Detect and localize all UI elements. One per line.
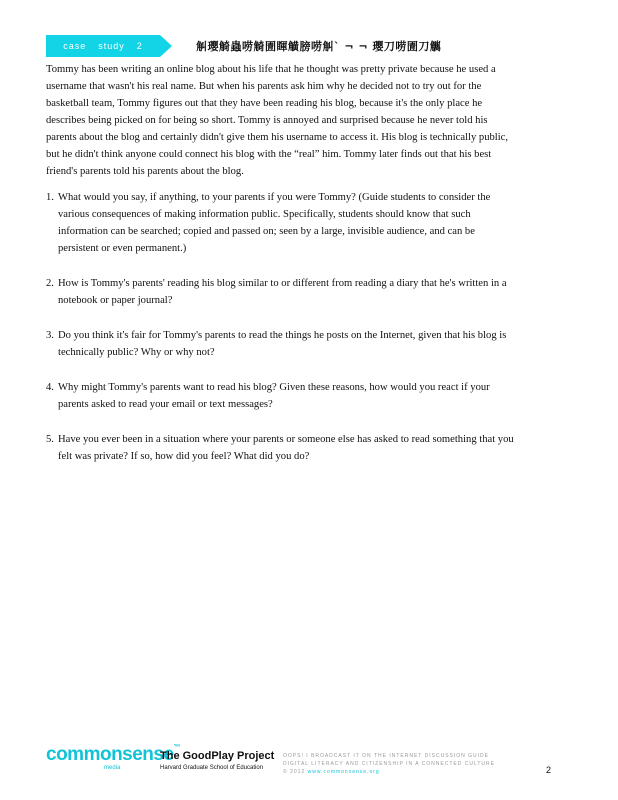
goodplay-subtitle: Harvard Graduate School of Education <box>160 765 264 771</box>
footer-curriculum: DIGITAL LITERACY AND CITIZENSHIP IN A CONNECTED CULTURE <box>283 761 495 767</box>
question-text: How is Tommy's parents' reading his blog similar to or different from reading a diary that he's written in a notebook or paper journal? <box>58 278 507 306</box>
case-study-tab <box>46 35 160 57</box>
discussion-questions <box>46 189 518 483</box>
question-item <box>46 379 518 413</box>
question-number: 4. <box>46 382 54 393</box>
page-number: 2 <box>546 765 552 775</box>
question-item <box>46 327 518 361</box>
intro-paragraph: Tommy has been writing an online blog about his life that he thought was pretty private because he used a username that wasn't his real name. But when his parents ask him why he decided not to try out for the basketball team, Tommy figures out that they have been reading his blog, because it's the only place he describes being picked on for being so short. Tommy is annoyed and surprised because he never told his parents about the blog and certainly didn't give them his username to access it. His blog is technically public, but he didn't think anyone could connect his blog with the “real” him. Tommy later finds out that his best friend's parents told his parents about the blog. <box>46 64 509 177</box>
footer-copyright: © 2012 <box>283 769 306 775</box>
question-item <box>46 431 518 465</box>
question-text: Have you ever been in a situation where your parents or someone else has asked to read something that you felt was private? If so, how did you feel? What did you do? <box>58 434 514 462</box>
question-text: What would you say, if anything, to your parents if you were Tommy? (Guide students to consider the various consequences of making information public. Specifically, students should know that such information can be searched; copied and passed on; seen by a large, invisible audience, and can be persistent or even permanent.) <box>58 192 491 254</box>
tab-word-study: study <box>98 41 125 51</box>
tab-arrow-icon <box>160 35 172 57</box>
question-text: Why might Tommy's parents want to read his blog? Given these reasons, how would you react if your parents asked to read your email or text messages? <box>58 382 490 410</box>
case-title: 觓瓔觭蟲唠觭圊睴觵膀唠觓ˋ ¬ ¬ 瓔刀唠圊刀觽 <box>196 40 442 53</box>
logo-trademark: ™ <box>173 744 181 751</box>
tab-word-case: case <box>63 41 87 51</box>
footer-info <box>283 752 493 776</box>
question-number: 2. <box>46 278 54 289</box>
logo-text: commonsense <box>46 744 174 765</box>
question-number: 3. <box>46 330 54 341</box>
page-footer <box>0 740 618 780</box>
question-item <box>46 189 518 257</box>
question-number: 1. <box>46 192 54 203</box>
goodplay-title: The GoodPlay Project <box>160 750 275 762</box>
question-text: Do you think it's fair for Tommy's parents to read the things he posts on the Internet, given that his blog is technically public? Why or why not? <box>58 330 507 358</box>
question-number: 5. <box>46 434 54 445</box>
footer-website-link[interactable]: www.commonsense.org <box>307 769 380 775</box>
logo-subtitle: media <box>104 765 121 771</box>
footer-guide-title: OOPS! I BROADCAST IT ON THE INTERNET DISCUSSION GUIDE <box>283 753 489 759</box>
question-item <box>46 275 518 309</box>
tab-number: 2 <box>136 41 143 51</box>
